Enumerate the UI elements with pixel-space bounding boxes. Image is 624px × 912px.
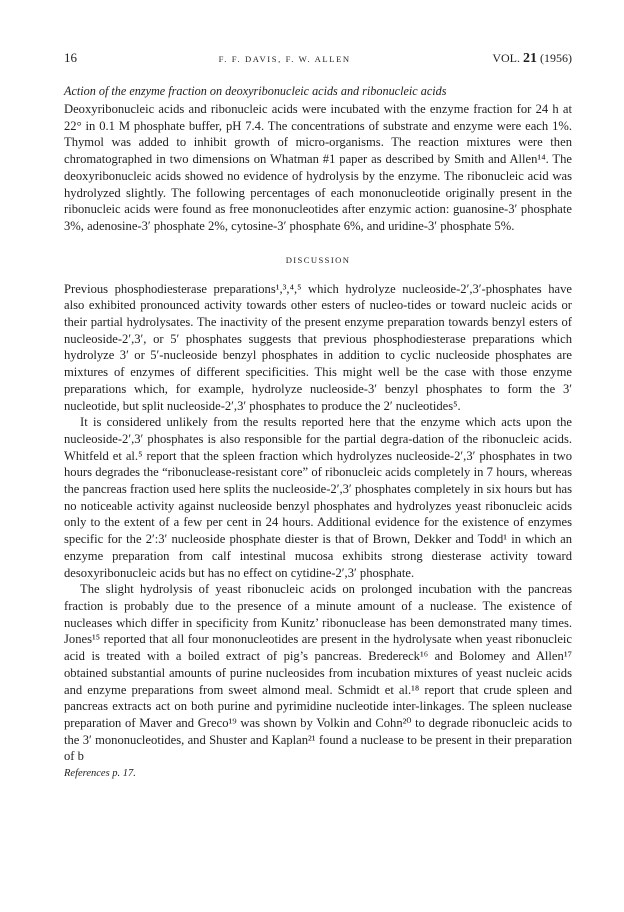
volume-label: VOL. — [492, 51, 520, 65]
references-footer: References p. 17. — [64, 768, 136, 780]
section-title: Action of the enzyme fraction on deoxyribonucleic acids and ribonucleic acids — [64, 84, 447, 98]
running-title: F. F. DAVIS, F. W. ALLEN — [218, 54, 351, 64]
journal-page — [64, 50, 572, 779]
volume-year: (1956) — [540, 51, 572, 65]
paragraph-discussion-3: The slight hydrolysis of yeast ribonucleic acids on prolonged incubation with the pancreas fraction is probably due to the presence of a minute amount of a nuclease. The existence of nucleases which differ in specificity from Kunitz’ ribonuclease has been demonstrated many times. Jones¹⁵ reported that all four mononucleotides are present in the hydrolysate when yeast ribonucleic acid is treated with a boiled extract of pig’s pancreas. Bredereck¹⁶ and Bolomey and Allen¹⁷ obtained substantial amounts of purine nucleosides from incubation mixtures of yeast nucleic acids and enzyme preparations from sweet almond meal. Schmidt et al.¹⁸ report that crude spleen and pancreas extracts act on both purine and pyrimidine nucleotide inter-linkages. The spleen nuclease preparation of Maver and Greco¹⁹ was shown by Volkin and Cohn²⁰ to degrade ribonucleic acids to the 3′ mononucleotides, and Shuster and Kaplan²¹ found a nuclease to be present in their preparation of b — [64, 582, 572, 764]
volume-info — [492, 51, 572, 67]
discussion-heading: DISCUSSION — [285, 254, 351, 265]
volume-number: 21 — [523, 51, 537, 66]
paragraph-discussion-1: Previous phosphodiesterase preparations¹,³,⁴,⁵ which hydrolyze nucleoside-2′,3′-phosphates have also exhibited pronounced activity towards other esters of nucleo-tides or toward nucleic acids or their partial hydrolysates. The inactivity of the present enzyme preparation towards benzyl esters of nucleoside-2′,3′, or 5′ phosphates suggests that previous phosphodiesterase preparations which hydrolyze 3′ or 5′-nucleoside benzyl phosphates in addition to cyclic nucleoside phosphates are mixtures of enzymes of different specificities. This might well be the case with those enzyme preparations which, for example, hydrolyze nucleoside-3′ benzyl phosphates to form the 3′ nucleotide, but split nucleoside-2′,3′ phosphates to produce the 2′ nucleotides⁵. — [64, 281, 572, 413]
page-header — [64, 50, 572, 72]
paragraph-results: Deoxyribonucleic acids and ribonucleic acids were incubated with the enzyme fraction for 24 h at 22° in 0.1 M phosphate buffer, pH 7.4. The concentrations of substrate and enzyme were each 1%. Thymol was added to inhibit growth of micro-organisms. The reaction mixtures were then chromatographed in two dimensions on Whatman #1 paper as described by Smith and Allen¹⁴. The deoxyribonucleic acids showed no evidence of hydrolysis by the enzyme. The ribonucleic acid was hydrolyzed slightly. The following percentages of each mononucleotide originally present in the ribonucleic acids were found as free mononucleotides after enzymic action: guanosine-3′ phosphate 3%, adenosine-3′ phosphate 2%, cytosine-3′ phosphate 6%, and uridine-3′ phosphate 5%. — [64, 102, 572, 233]
paragraph-discussion-2: It is considered unlikely from the results reported here that the enzyme which acts upon the nucleoside-2′,3′ phosphates is also responsible for the partial degra-dation of the ribonucleic acids. Whitfeld et al.⁵ report that the spleen fraction which hydrolyzes nucleoside-2′,3′ phosphates in two hours degrades the “ribonuclease-resistant core” of ribonucleic acids completely in 7 hours, whereas the pancreas fraction used here splits the nucleoside-2′,3′ phosphates completely in six hours but has no noticeable activity against nucleoside benzyl phosphates and hydrolyzes yeast ribonucleic acids only to the extent of a few per cent in 24 hours. Additional evidence for the existence of enzymes specific for the 2′:3′ nucleoside phosphate diester is that of Brown, Dekker and Todd¹ in which an enzyme preparation from calf intestinal mucosa exhibits strong diesterase activity toward desoxyribonucleic acids but has no effect on cytidine-2′,3′ phosphate. — [64, 415, 572, 580]
page-number: 16 — [64, 50, 77, 65]
